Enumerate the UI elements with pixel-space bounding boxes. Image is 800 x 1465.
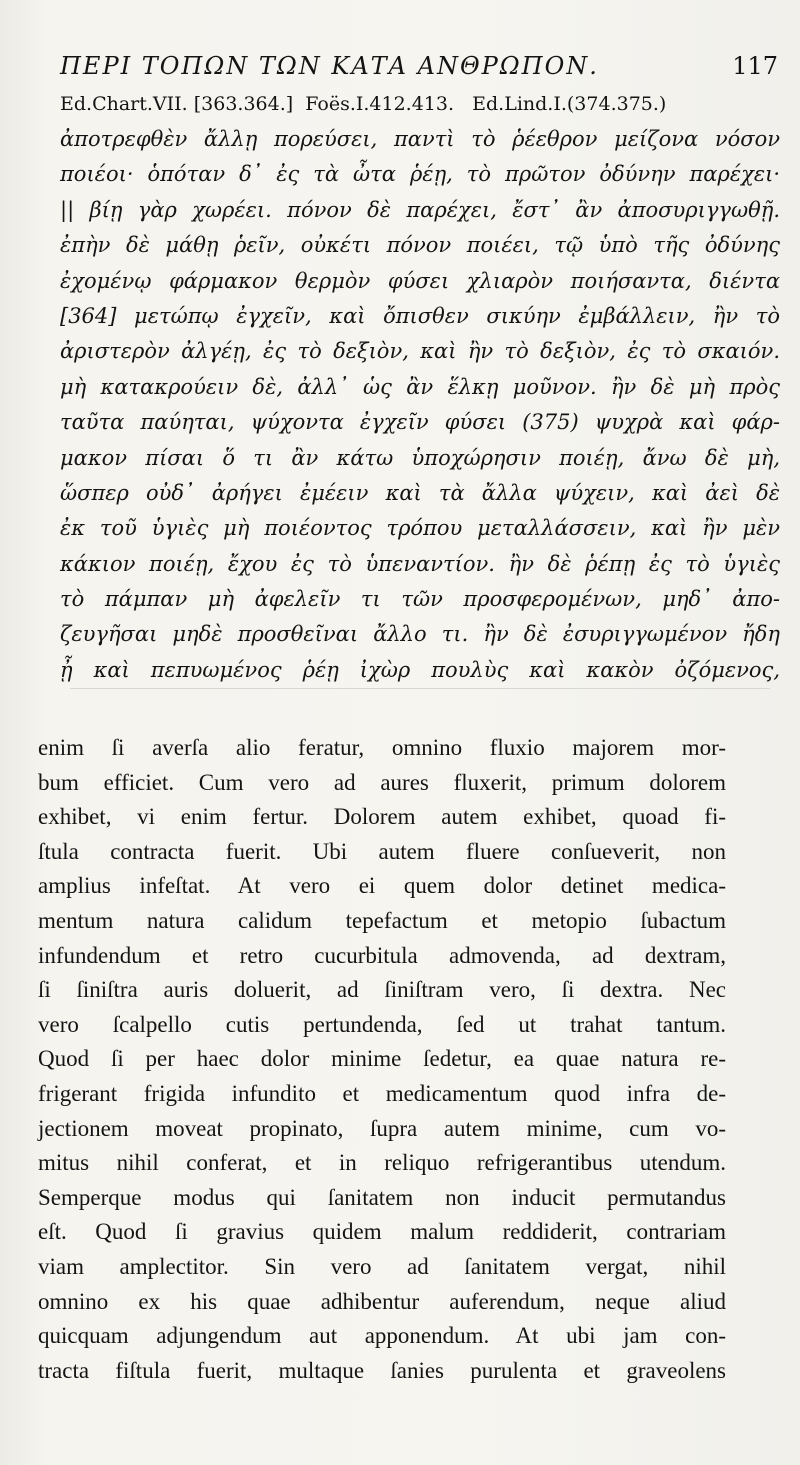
edition-references: Ed.Chart.VII. [363.364.] Foës.I.412.413. Ed.Lind.I.(374.375.) xyxy=(60,93,667,115)
page-header xyxy=(60,48,780,88)
latin-line: eſt. Quod ſi gravius quidem malum reddiderit, contrariam xyxy=(38,1219,726,1245)
latin-line: Semperque modus qui ſanitatem non inducit permutandus xyxy=(38,1184,726,1210)
latin-line: Quod ſi per haec dolor minime ſedetur, ea quae natura re- xyxy=(38,1046,726,1072)
greek-line: ᾖ καὶ πεπυωμένος ῥέῃ ἰχὼρ πουλὺς καὶ κακὸν ὀζόμενος, xyxy=(60,657,780,682)
greek-line: || βίῃ γὰρ χωρέει. πόνον δὲ παρέχει, ἔστ᾽ ἂν ἀποσυριγγωθῇ. xyxy=(60,197,780,222)
greek-line: μακον πίσαι ὅ τι ἂν κάτω ὑποχώρησιν ποιέῃ, ἄνω δὲ μὴ, xyxy=(60,445,780,470)
latin-line: frigerant frigida infundito et medicamentum quod infra de- xyxy=(38,1080,726,1106)
greek-line: μὴ κατακρούειν δὲ, ἀλλ᾽ ὡς ἂν ἕλκῃ μοῦνον. ἢν δὲ μὴ πρὸς xyxy=(60,374,780,399)
latin-text-block xyxy=(38,731,726,1388)
running-title: ΠΕΡΙ ΤΟΠΩΝ ΤΩΝ ΚΑΤΑ ΑΝΘΡΩΠΟΝ. xyxy=(60,52,599,80)
latin-line: vero ſcalpello cutis pertundenda, ſed ut trahat tantum. xyxy=(38,1011,726,1037)
greek-line: κάκιον ποιέῃ, ἔχου ἐς τὸ ὑπεναντίον. ἢν δὲ ῥέπῃ ἐς τὸ ὑγιὲς xyxy=(60,551,780,576)
latin-line: bum efficiet. Cum vero ad aures fluxerit, primum dolorem xyxy=(38,769,726,795)
section-divider xyxy=(70,688,770,689)
latin-line: ſtula contracta fuerit. Ubi autem fluere conſueverit, non xyxy=(38,838,726,864)
greek-line: ἐπὴν δὲ μάθῃ ῥεῖν, οὐκέτι πόνον ποιέει, τῷ ὑπὸ τῆς ὀδύνης xyxy=(60,233,780,258)
latin-line: enim ſi averſa alio feratur, omnino fluxio majorem mor- xyxy=(38,735,726,760)
latin-line: jectionem moveat propinato, ſupra autem minime, cum vo- xyxy=(38,1115,726,1141)
latin-line: amplius infeſtat. At vero ei quem dolor detinet medica- xyxy=(38,873,726,899)
greek-line: ἐκ τοῦ ὑγιὲς μὴ ποιέοντος τρόπου μεταλλάσσειν, καὶ ἢν μὲν xyxy=(60,516,780,541)
greek-line: ζευγῆσαι μηδὲ προσθεῖναι ἄλλο τι. ἢν δὲ ἐσυριγγωμένον ἤδη xyxy=(60,622,780,647)
latin-line: mitus nihil conferat, et in reliquo refrigerantibus utendum. xyxy=(38,1150,726,1176)
greek-line: τὸ πάμπαν μὴ ἀφελεῖν τι τῶν προσφερομένων, μηδ᾽ ἀπο- xyxy=(60,587,780,612)
greek-line: ἀριστερὸν ἀλγέῃ, ἐς τὸ δεξιὸν, καὶ ἢν τὸ δεξιὸν, ἐς τὸ σκαιόν. xyxy=(60,339,780,364)
latin-line: mentum natura calidum tepefactum et metopio ſubactum xyxy=(38,907,726,933)
greek-line: ἐχομένῳ φάρμακον θερμὸν φύσει χλιαρὸν ποιήσαντα, διέντα xyxy=(60,268,780,293)
greek-line: [364] μετώπῳ ἐγχεῖν, καὶ ὄπισθεν σικύην ἐμβάλλειν, ἢν τὸ xyxy=(60,303,780,328)
greek-line: ποιέοι· ὁπόταν δ᾽ ἐς τὰ ὦτα ῥέῃ, τὸ πρῶτον ὀδύνην παρέχει· xyxy=(60,162,780,187)
latin-line: tracta fiſtula fuerit, multaque ſanies purulenta et graveolens xyxy=(38,1357,726,1383)
latin-line: ſi ſiniſtra auris doluerit, ad ſiniſtram vero, ſi dextra. Nec xyxy=(38,977,726,1003)
latin-line: viam amplectitor. Sin vero ad ſanitatem vergat, nihil xyxy=(38,1253,726,1279)
greek-line: ἀποτρεφθὲν ἄλλῃ πορεύσει, παντὶ τὸ ῥέεθρον μείζονα νόσον xyxy=(60,127,780,151)
greek-line: ταῦτα παύηται, ψύχοντα ἐγχεῖν φύσει (375) ψυχρὰ καὶ φάρ- xyxy=(60,410,780,435)
latin-line: exhibet, vi enim fertur. Dolorem autem exhibet, quoad fi- xyxy=(38,804,726,830)
latin-line: quicquam adjungendum aut apponendum. At ubi jam con- xyxy=(38,1323,726,1349)
greek-line: ὥσπερ οὐδ᾽ ἀρήγει ἐμέειν καὶ τὰ ἄλλα ψύχειν, καὶ ἀεὶ δὲ xyxy=(60,480,780,505)
page-number: 117 xyxy=(732,52,778,80)
latin-line: infundendum et retro cucurbitula admovenda, ad dextram, xyxy=(38,942,726,968)
greek-text-block xyxy=(60,122,780,688)
latin-line: omnino ex his quae adhibentur auferendum, neque aliud xyxy=(38,1288,726,1314)
